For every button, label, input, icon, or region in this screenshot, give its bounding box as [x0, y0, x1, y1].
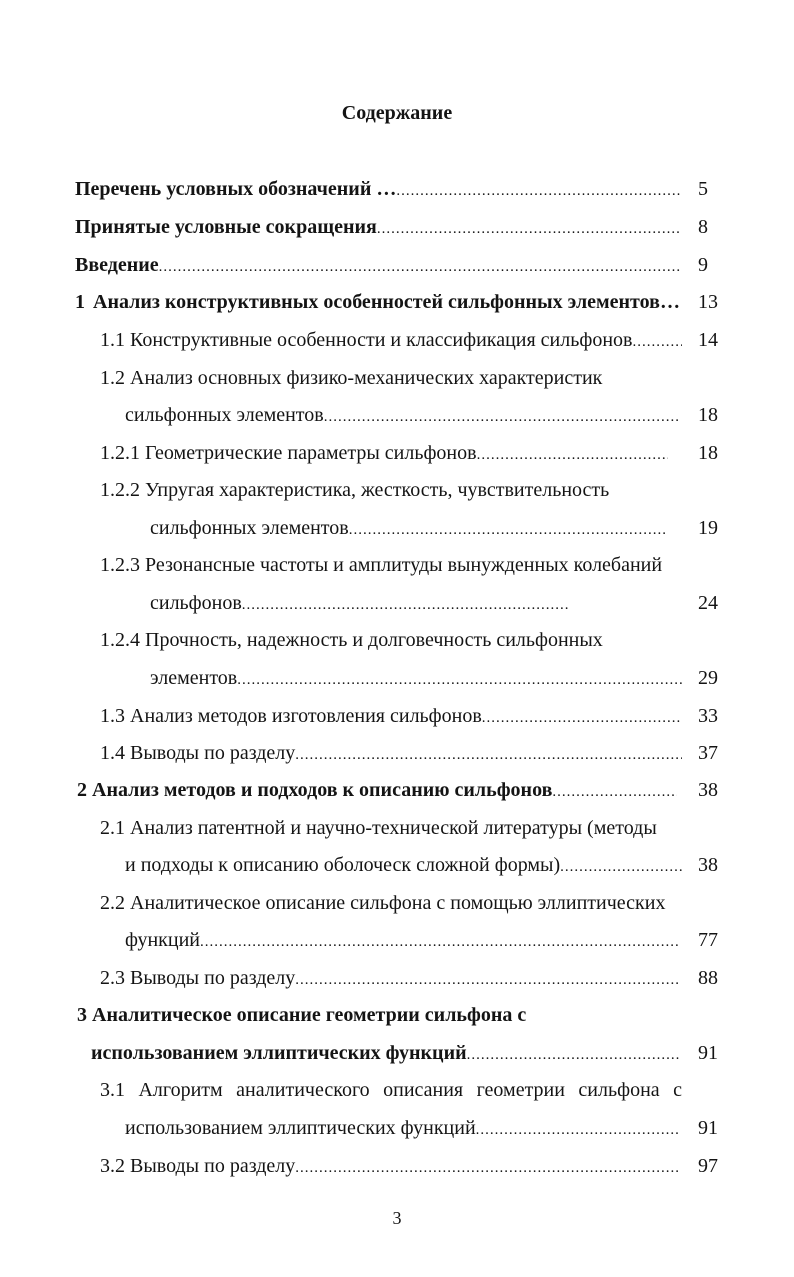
- toc-page-number: 24: [698, 592, 718, 614]
- toc-page-number: 9: [698, 254, 708, 276]
- toc-page-number: 5: [698, 178, 708, 200]
- page-title: Содержание: [341, 102, 453, 124]
- toc-entry-text: 2.3 Выводы по разделу: [100, 967, 296, 989]
- toc-page-number: 19: [698, 517, 718, 539]
- toc-entry-text: 3.2 Выводы по разделу: [100, 1155, 296, 1177]
- toc-entry-introduction: [75, 252, 680, 278]
- toc-entry-2-1-line2: [125, 852, 682, 878]
- toc-entry-text: Введение: [75, 254, 159, 276]
- toc-page-number: 18: [698, 404, 718, 426]
- toc-page-number: 18: [698, 442, 718, 464]
- toc-entry-text: и подходы к описанию оболоческ сложной формы): [125, 854, 561, 876]
- toc-page-number: 91: [698, 1042, 718, 1064]
- page-number: 3: [392, 1208, 402, 1228]
- toc-entry-text: Принятые условные сокращения: [75, 216, 377, 238]
- toc-entry-2-2-line1: 2.2 Аналитическое описание сильфона с помощью эллиптических: [100, 892, 666, 914]
- toc-page-number: 97: [698, 1155, 718, 1177]
- toc-entry-1-2-4-line2: [150, 665, 682, 691]
- toc-entry-text: использованием эллиптических функций: [125, 1117, 476, 1139]
- toc-chapter-number: 1: [75, 291, 85, 313]
- toc-entry-text: элементов: [150, 667, 238, 689]
- toc-entry-text: функций: [125, 929, 200, 951]
- toc-page-number: 38: [698, 779, 718, 801]
- toc-page-number: 33: [698, 705, 718, 727]
- toc-entry-text: использованием эллиптических функций: [91, 1042, 467, 1064]
- toc-entry-text: 1.1 Конструктивные особенности и классификация сильфонов: [100, 329, 633, 351]
- toc-entry-chapter-1: 1 Анализ конструктивных особенностей сильфонных элементов…: [75, 291, 680, 313]
- toc-entry-1-3: [100, 703, 682, 729]
- toc-entry-1-2-3-line1: 1.2.3 Резонансные частоты и амплитуды вынужденных колебаний: [100, 554, 663, 576]
- toc-page-number: 29: [698, 667, 718, 689]
- toc-entry-1-2-line1: 1.2 Анализ основных физико-механических характеристик: [100, 367, 603, 389]
- toc-page-number: 38: [698, 854, 718, 876]
- toc-entry-1-2-1: [100, 440, 668, 466]
- toc-entry-text: сильфонов: [150, 592, 242, 614]
- toc-page-number: 77: [698, 929, 718, 951]
- toc-entry-chapter-2: [77, 777, 677, 803]
- toc-entry-text: 1.4 Выводы по разделу: [100, 742, 296, 764]
- toc-entry-3-1-line1: 3.1 Алгоритм аналитического описания геометрии сильфона с: [100, 1079, 682, 1101]
- toc-entry-text: 1.2.1 Геометрические параметры сильфонов: [100, 442, 477, 464]
- toc-entry-text: сильфонных элементов: [150, 517, 349, 539]
- toc-entry-text: Анализ конструктивных особенностей сильфонных элементов: [93, 291, 660, 313]
- toc-page-number: 14: [698, 329, 718, 351]
- toc-entry-text: 2 Анализ методов и подходов к описанию сильфонов: [77, 779, 553, 801]
- toc-page-number: 13: [698, 291, 718, 313]
- toc-entry-2-2-line2: [125, 927, 680, 953]
- toc-entry-abbreviations: [75, 214, 680, 240]
- toc-entry-1-4: [100, 740, 682, 766]
- toc-entry-1-2-line2: [125, 402, 680, 428]
- toc-entry-1-2-3-line2: [150, 590, 568, 616]
- toc-entry-chapter-3-line1: 3 Аналитическое описание геометрии сильфона с: [77, 1004, 527, 1026]
- toc-entry-3-1-line2: [125, 1115, 680, 1141]
- toc-entry-1-2-4-line1: 1.2.4 Прочность, надежность и долговечность сильфонных: [100, 629, 603, 651]
- toc-entry-2-1-line1: 2.1 Анализ патентной и научно-технической литературы (методы: [100, 817, 657, 839]
- toc-entry-text: Перечень условных обозначений …: [75, 178, 397, 200]
- toc-entry-text: сильфонных элементов: [125, 404, 324, 426]
- toc-page-number: 88: [698, 967, 718, 989]
- toc-page-number: 37: [698, 742, 718, 764]
- toc-page-number: 8: [698, 216, 708, 238]
- toc-entry-chapter-3-line2: [91, 1040, 680, 1066]
- toc-entry-2-3: [100, 965, 680, 991]
- toc-entry-1-2-2-line1: 1.2.2 Упругая характеристика, жесткость, чувствительность: [100, 479, 610, 501]
- toc-entry-3-2: [100, 1153, 680, 1179]
- toc-entry-1-1: [100, 327, 682, 353]
- toc-entry-text: 1.3 Анализ методов изготовления сильфонов: [100, 705, 482, 727]
- toc-page-number: 91: [698, 1117, 718, 1139]
- toc-entry-symbols: [75, 176, 680, 202]
- toc-entry-1-2-2-line2: [150, 515, 668, 541]
